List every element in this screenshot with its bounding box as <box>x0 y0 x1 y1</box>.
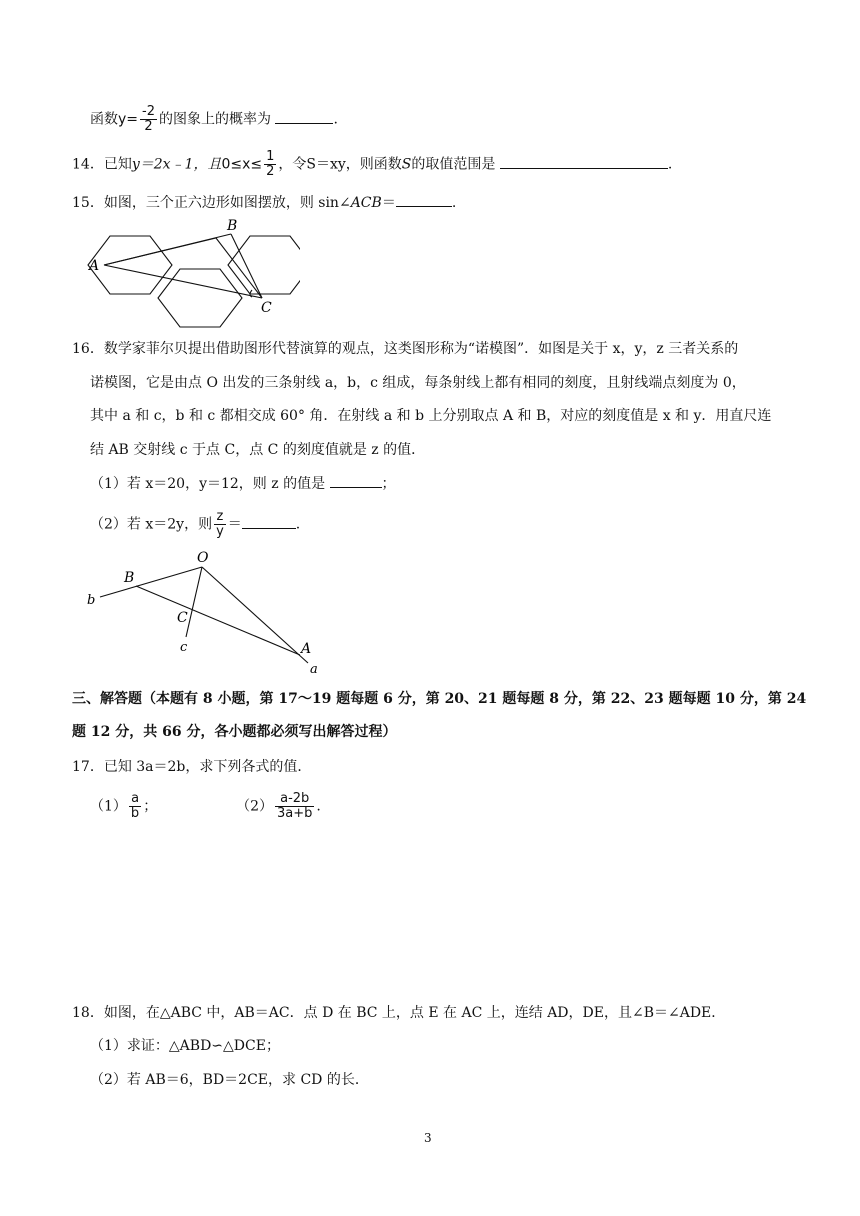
q14-fraction <box>264 150 276 179</box>
label-c: C <box>261 300 272 316</box>
q14-expr2: S＝xy，则函数 <box>306 156 402 173</box>
hexagon-bottom <box>158 269 242 327</box>
q15-eq: ＝ <box>381 195 396 211</box>
label-b-ray: b <box>87 593 96 608</box>
q17-p1-num: a <box>129 792 141 807</box>
q14-num: 14．已知 <box>72 156 132 173</box>
q14-ineq: 0≤x≤ <box>221 156 263 173</box>
q14-mid: ，令 <box>278 156 307 173</box>
q17-parts <box>90 792 321 821</box>
q14-frac-num: 1 <box>266 149 275 164</box>
q13-fn-lhs: y= <box>118 111 139 128</box>
q18-sub1: （1）求证：△ABD∽△DCE； <box>90 1038 280 1054</box>
q14-s: S <box>401 156 412 173</box>
label-a-point: A <box>301 641 312 657</box>
label-c-point: C <box>177 610 188 626</box>
q17-p1-end: ； <box>143 798 158 815</box>
segment-ab <box>136 586 300 655</box>
q16-line1: 16．数学家菲尔贝提出借助图形代替演算的观点，这类图形称为“诺模图”．如图是关于 x，y，z 三者关系的 <box>72 341 739 357</box>
q16-fraction <box>214 510 226 539</box>
q16-sub1-blank[interactable] <box>330 473 382 488</box>
q17-p2-num: a-2b <box>275 792 314 807</box>
label-c-ray: c <box>180 640 188 655</box>
q16-frac-den: y <box>216 524 224 539</box>
hexagon-right <box>228 236 300 294</box>
ray-c <box>186 567 202 637</box>
q17-p1-den: b <box>130 806 140 821</box>
label-b-point: B <box>124 570 135 586</box>
q16-sub2-end: . <box>295 516 301 533</box>
q16-sub2 <box>90 510 300 539</box>
q14-answer-blank[interactable] <box>500 154 668 169</box>
q15-text: 15．如图，三个正六边形如图摆放，则 sin∠ <box>72 195 351 211</box>
q16-sub2-eq: ＝ <box>227 516 242 533</box>
label-o: O <box>197 550 209 566</box>
q16-sub1 <box>90 473 396 494</box>
q13-suffix: 的图象上的概率为 <box>158 111 271 128</box>
q17-p2-fraction <box>275 792 314 821</box>
hexagon-left <box>88 236 172 294</box>
q16-sub1-text: （1）若 x＝20，y＝12，则 z 的值是 <box>90 476 326 492</box>
q16-sub2-blank[interactable] <box>242 514 296 529</box>
line-a-mid <box>104 238 216 265</box>
q16-line2: 诺模图，它是由点 O 出发的三条射线 a，b，c 组成，每条射线上都有相同的刻度，且射线端点刻度为 0， <box>90 375 746 391</box>
q15-hexagon-figure <box>80 218 300 333</box>
q17-p2-label: （2） <box>236 798 274 815</box>
label-b: B <box>227 218 238 234</box>
line-bc <box>231 234 262 298</box>
label-a: A <box>89 258 100 274</box>
q13-tail <box>90 105 338 134</box>
q14 <box>72 150 672 179</box>
q17-p2-end: . <box>316 798 321 815</box>
q16-line4: 结 AB 交射线 c 于点 C，点 C 的刻度值就是 z 的值． <box>90 442 426 458</box>
q14-expr1: y＝2x﹣1，且 <box>131 156 222 173</box>
q17-p1-label: （1） <box>90 798 127 815</box>
q13-frac-den: 2 <box>144 119 153 134</box>
section3-heading-line2: 题 12 分，共 66 分，各小题都必须写出解答过程） <box>72 724 397 740</box>
q16-line3: 其中 a 和 c，b 和 c 都相交成 60° 角．在射线 a 和 b 上分别取点 A 和 B，对应的刻度值是 x 和 y．用直尺连 <box>90 408 772 424</box>
line-ac <box>104 265 262 298</box>
q16-frac-num: z <box>214 510 226 525</box>
q17-text: 17．已知 3a＝2b，求下列各式的值． <box>72 759 312 775</box>
section3-heading-line1: 三、解答题（本题有 8 小题，第 17～19 题每题 6 分，第 20、21 题每题 8 分，第 22、23 题每题 10 分，第 24 <box>72 691 807 707</box>
page-number: 3 <box>424 1131 432 1145</box>
q16-sub1-end: ； <box>381 476 396 492</box>
q18-sub2: （2）若 AB＝6，BD＝2CE，求 CD 的长． <box>90 1072 369 1088</box>
q13-answer-blank[interactable] <box>275 109 333 124</box>
q15-answer-blank[interactable] <box>396 192 452 207</box>
q13-fraction <box>140 105 157 134</box>
q15-acb: ACB <box>350 195 382 211</box>
q16-nomogram-figure <box>82 545 332 675</box>
label-a-ray: a <box>310 662 318 675</box>
q17-p2-den: 3a+b <box>277 806 313 821</box>
q15-end: . <box>451 195 457 211</box>
q16-sub2-prefix: （2）若 x＝2y，则 <box>90 516 213 533</box>
line-mid-c <box>216 238 262 298</box>
q14-end: . <box>667 156 673 173</box>
q14-frac-den: 2 <box>266 164 275 179</box>
q14-suffix: 的取值范围是 <box>411 156 496 173</box>
q13-frac-num: -2 <box>142 104 155 119</box>
q13-end: . <box>333 111 338 128</box>
q17-p1-fraction <box>129 792 141 821</box>
q15 <box>72 192 456 213</box>
ray-a <box>202 567 308 663</box>
q18-line1: 18．如图，在△ABC 中，AB＝AC．点 D 在 BC 上，点 E 在 AC 上，连结 AD，DE，且∠B＝∠ADE． <box>72 1005 726 1021</box>
q13-prefix: 函数 <box>90 111 118 128</box>
